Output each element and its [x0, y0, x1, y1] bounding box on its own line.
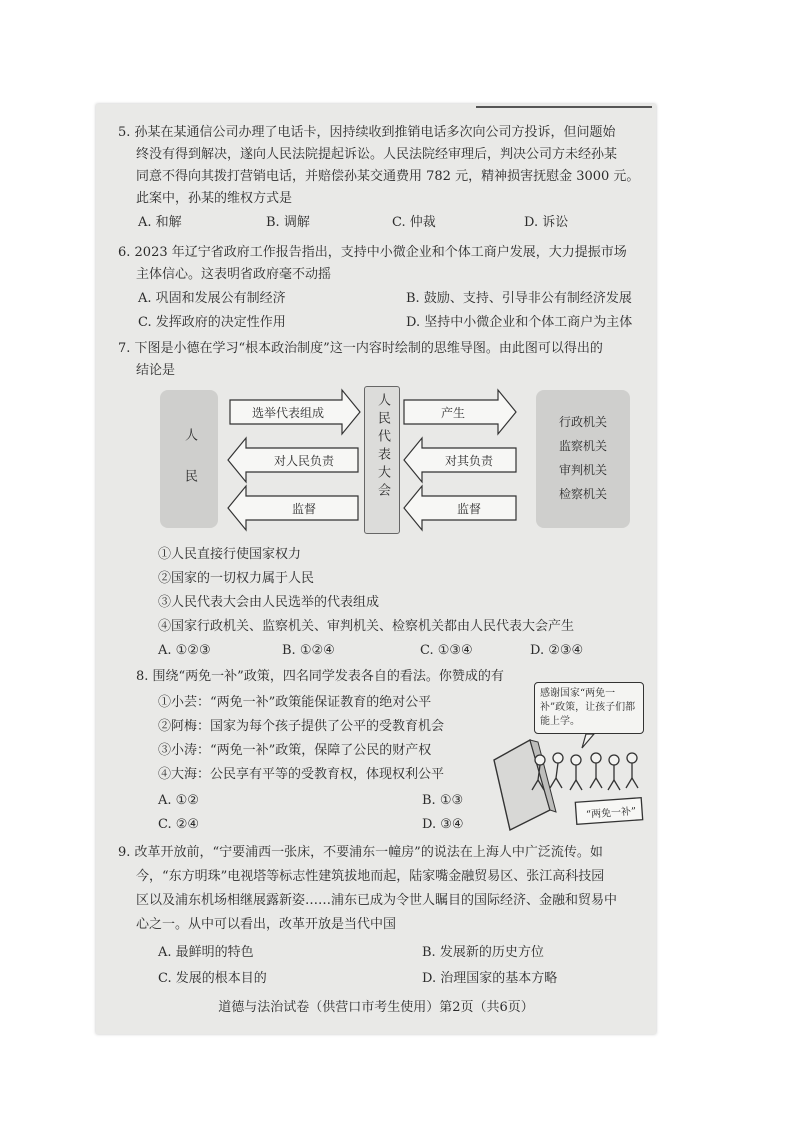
q7-statement-1: ①人民直接行使国家权力: [158, 547, 302, 562]
label-supervise-left: 监督: [291, 502, 316, 516]
q7-option-d: D. ②③④: [530, 643, 584, 658]
q8-option-c: C. ②④: [158, 817, 200, 832]
q8-statement-3: ③小涛：“两免一补”政策，保障了公民的财产权: [158, 743, 432, 758]
q7-option-b: B. ①②④: [282, 643, 335, 658]
exam-page: [96, 104, 656, 1034]
q6-option-b: B. 鼓励、支持、引导非公有制经济发展: [406, 291, 632, 306]
q5-line-3: 同意不得向其拨打营销电话，并赔偿孙某交通费用 782 元，精神损害抚慰金 3000 元。: [136, 169, 640, 184]
q6-option-c: C. 发挥政府的决定性作用: [138, 315, 286, 330]
q7-statement-4: ④国家行政机关、监察机关、审判机关、检察机关都由人民代表大会产生: [158, 619, 575, 634]
label-elect: 选举代表组成: [251, 406, 324, 420]
people-label: 人民: [182, 428, 197, 510]
q8-option-a: A. ①②: [158, 793, 199, 808]
q8-statement-2: ②阿梅：国家为每个孩子提供了公平的受教育机会: [158, 719, 445, 734]
q6-line-1: 6. 2023 年辽宁省政府工作报告指出，支持中小微企业和个体工商户发展，大力提振市场: [118, 245, 627, 260]
q8-option-b: B. ①③: [422, 793, 464, 808]
q9-option-c: C. 发展的根本目的: [158, 971, 267, 986]
q8-line-1: 8. 围绕“两免一补”政策，四名同学发表各自的看法。你赞成的有: [136, 669, 504, 684]
q9-line-2: 今，“东方明珠”电视塔等标志性建筑拔地而起，陆家嘴金融贸易区、张江高科技园: [136, 869, 605, 884]
state-organs-box: [536, 390, 630, 528]
q8-statement-1: ①小芸：“两免一补”政策能保证教育的绝对公平: [158, 695, 432, 710]
organ-judicial: 审判机关: [558, 463, 607, 477]
organ-procuratorial: 检察机关: [558, 487, 607, 501]
q9-line-3: 区以及浦东机场相继展露新姿……浦东已成为令世人瞩目的国际经济、金融和贸易中: [136, 893, 618, 908]
q9-line-4: 心之一。从中可以看出，改革开放是当代中国: [136, 917, 397, 932]
top-rule: [476, 104, 652, 108]
q5-line-1: 5. 孙某在某通信公司办理了电话卡，因持续收到推销电话多次向公司方投诉，但问题始: [118, 125, 616, 140]
q7-line-2: 结论是: [136, 363, 176, 378]
state-organs-list: [536, 410, 630, 506]
organ-administrative: 行政机关: [558, 415, 607, 429]
q5-option-a: A. 和解: [138, 215, 182, 230]
q5-option-d: D. 诉讼: [524, 215, 569, 230]
q7-option-a: A. ①②③: [158, 643, 211, 658]
speech-bubble: 感谢国家“两免一补”政策，让孩子们都能上学。: [534, 682, 644, 734]
q9-option-b: B. 发展新的历史方位: [422, 945, 544, 960]
label-produce: 产生: [440, 406, 465, 420]
q5-option-c: C. 仲裁: [392, 215, 436, 230]
q7-option-c: C. ①③④: [420, 643, 473, 658]
label-responsible-to-congress: 对其负责: [444, 454, 493, 468]
q5-option-b: B. 调解: [266, 215, 310, 230]
congress-box: [364, 386, 400, 534]
q9-option-a: A. 最鲜明的特色: [158, 945, 254, 960]
q5-line-4: 此案中，孙某的维权方式是: [136, 191, 293, 206]
cartoon-sign-text: “两免一补”: [585, 806, 637, 821]
congress-label: 人民代表大会: [375, 393, 390, 501]
q7-statement-3: ③人民代表大会由人民选举的代表组成: [158, 595, 380, 610]
q7-line-1: 7. 下图是小德在学习“根本政治制度”这一内容时绘制的思维导图。由此图可以得出的: [118, 341, 603, 356]
q9-line-1: 9. 改革开放前，“宁要浦西一张床，不要浦东一幢房”的说法在上海人中广泛流传。如: [118, 845, 603, 860]
q8-option-d: D. ③④: [422, 817, 464, 832]
q9-option-d: D. 治理国家的基本方略: [422, 971, 558, 986]
organ-supervisory: 监察机关: [558, 439, 607, 453]
q8-statement-4: ④大海：公民享有平等的受教育权，体现权利公平: [158, 767, 445, 782]
q6-option-d: D. 坚持中小微企业和个体工商户为主体: [406, 315, 633, 330]
page-footer: 道德与法治试卷（供营口市考生使用）第2页（共6页）: [218, 1000, 534, 1015]
q6-option-a: A. 巩固和发展公有制经济: [138, 291, 286, 306]
q7-statement-2: ②国家的一切权力属于人民: [158, 571, 315, 586]
q6-line-2: 主体信心。这表明省政府毫不动摇: [136, 267, 332, 282]
q5-line-2: 终没有得到解决，遂向人民法院提起诉讼。人民法院经审理后，判决公司方未经孙某: [136, 147, 618, 162]
mind-map-diagram: [160, 386, 630, 536]
label-responsible-to-people: 对人民负责: [273, 454, 334, 468]
label-supervise-right: 监督: [456, 502, 481, 516]
cartoon-illustration: [490, 682, 646, 832]
